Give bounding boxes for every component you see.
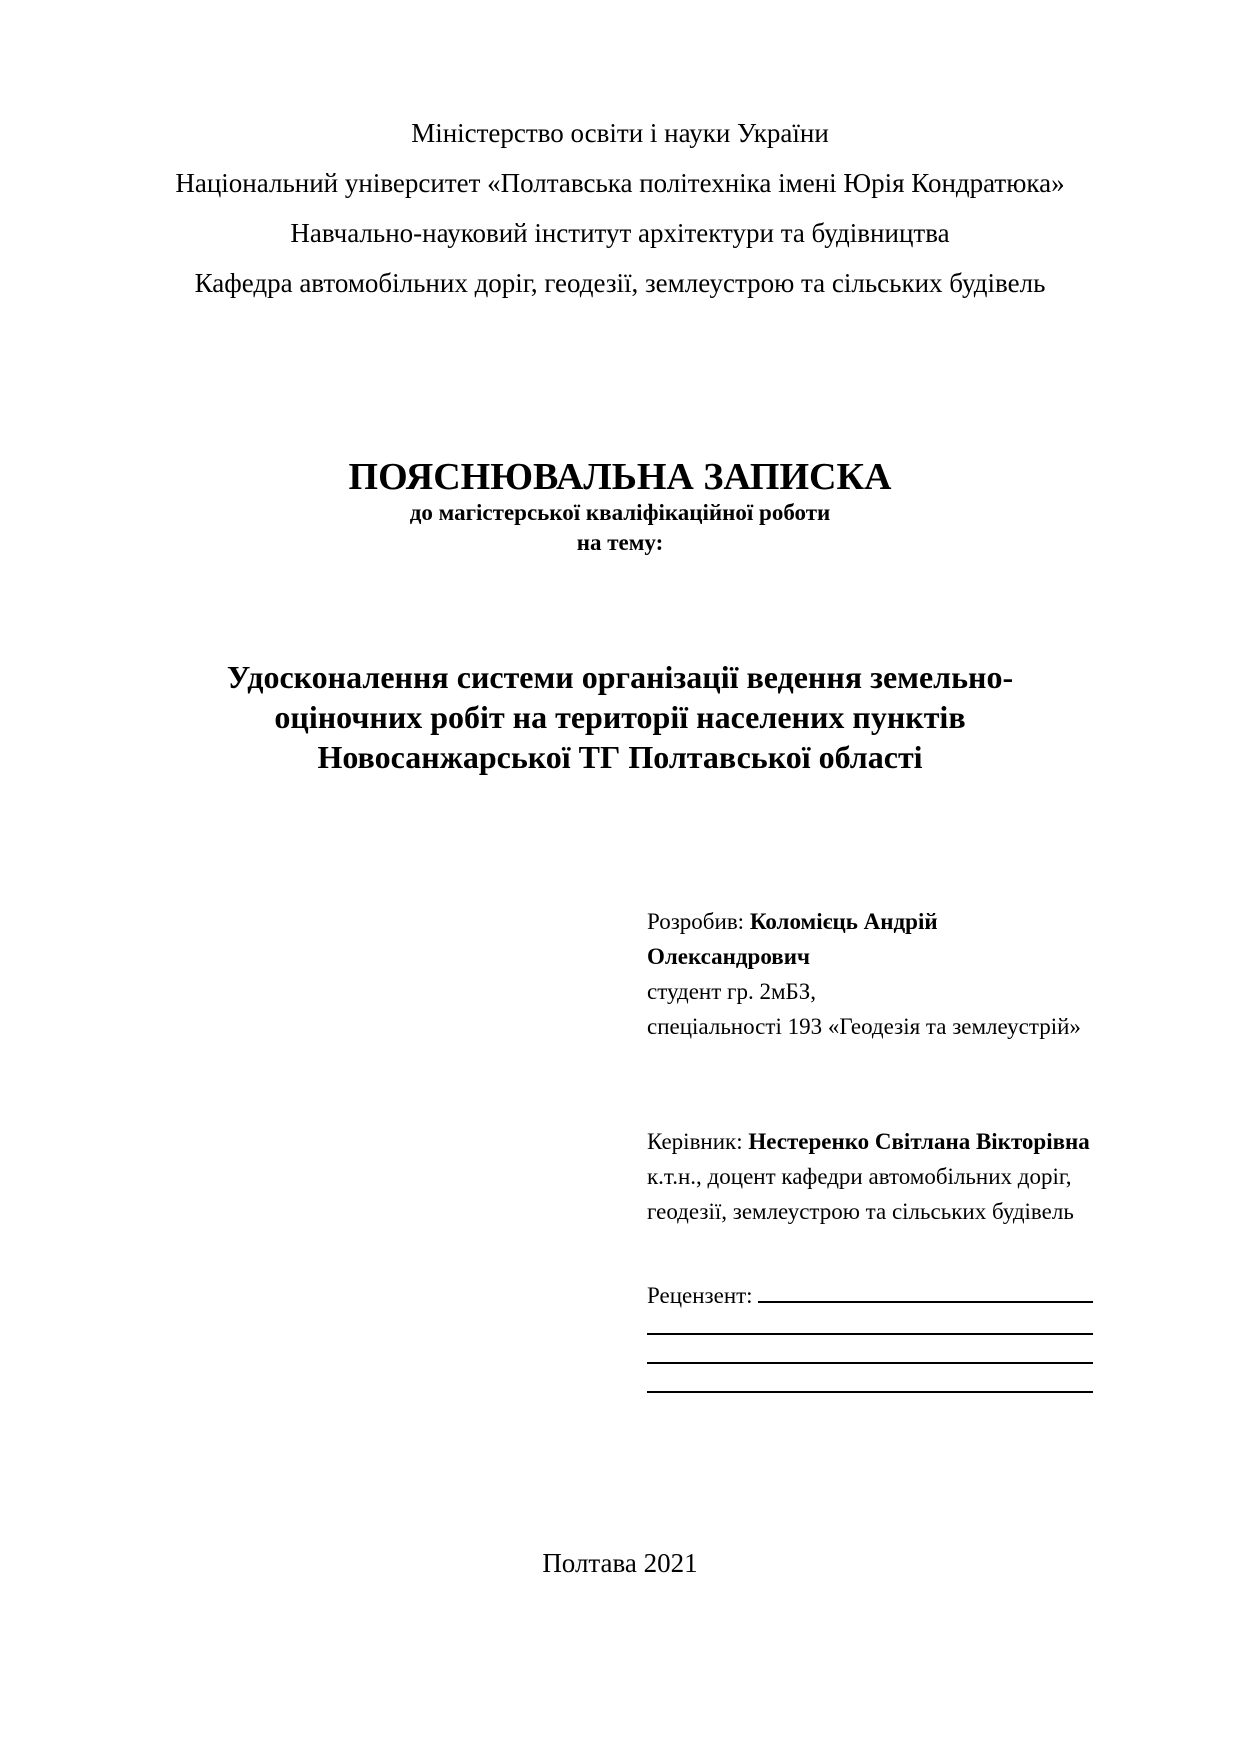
ministry-line: Міністерство освіти і науки України [411, 118, 829, 148]
developer-patronymic: Олександрович [647, 944, 810, 969]
developer-group: студент гр. 2мБЗ, [647, 979, 816, 1004]
city-year: Полтава 2021 [542, 1548, 698, 1578]
topic-line-1: Удосконалення системи організації ведення земельно- [226, 659, 1014, 695]
reviewer-blank-line-3 [647, 1371, 1093, 1393]
developer-specialty: спеціальності 193 «Геодезія та землеустрій» [647, 1014, 1081, 1039]
reviewer-label: Рецензент: [647, 1283, 753, 1308]
reviewer-blank-line-2 [647, 1342, 1093, 1364]
supervisor-label: Керівник: [647, 1129, 743, 1154]
supervisor-block [647, 1124, 1147, 1229]
developer-label: Розробив: [647, 909, 745, 934]
reviewer-signature-line [758, 1281, 1093, 1303]
department-line: Кафедра автомобільних доріг, геодезії, землеустрою та сільських будівель [194, 268, 1046, 298]
topic-intro: на тему: [576, 530, 664, 555]
document-subtitle: до магістерської кваліфікаційної роботи [409, 500, 831, 525]
reviewer-blank-line-1 [647, 1313, 1093, 1335]
reviewer-block [647, 1278, 1147, 1400]
developer-block [647, 904, 1147, 1044]
institute-line: Навчально-науковий інститут архітектури та будівництва [290, 218, 950, 248]
developer-name: Коломієць Андрій [749, 909, 938, 934]
document-type-heading: ПОЯСНЮВАЛЬНА ЗАПИСКА [348, 456, 892, 498]
supervisor-position-1: к.т.н., доцент кафедри автомобільних доріг, [647, 1164, 1072, 1189]
supervisor-name: Нестеренко Світлана Вікторівна [748, 1129, 1090, 1154]
university-line: Національний університет «Полтавська політехніка імені Юрія Кондратюка» [175, 168, 1065, 198]
supervisor-position-2: геодезії, землеустрою та сільських будівель [647, 1199, 1074, 1224]
thesis-topic [0, 657, 1240, 777]
topic-line-2: оціночних робіт на території населених пунктів [274, 699, 966, 735]
topic-line-3: Новосанжарської ТГ Полтавської області [317, 739, 923, 775]
